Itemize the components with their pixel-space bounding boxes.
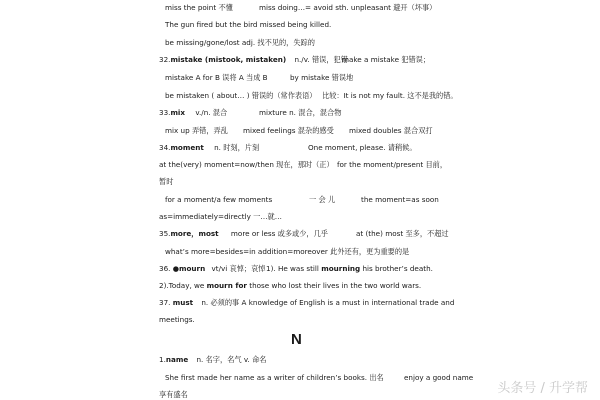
entry-definition: more or less 或多或少，几乎 bbox=[230, 229, 328, 238]
entry-heading-35 bbox=[159, 229, 328, 239]
example-line: enjoy a good name bbox=[404, 373, 474, 382]
entry-line: mistake A for B 误将 A 当成 B bbox=[165, 73, 268, 82]
example-text: 1). He was still bbox=[266, 264, 319, 273]
entry-line: mix up 弄错，弄乱 bbox=[165, 126, 228, 135]
example-text: 2).Today, we bbox=[159, 281, 205, 290]
entry-heading-32 bbox=[159, 55, 348, 65]
entry-definition: n./v. 错误，犯错 bbox=[294, 55, 348, 64]
entry-heading-33 bbox=[159, 108, 227, 118]
entry-headword: mistake (mistook, mistaken) bbox=[170, 55, 287, 64]
entry-headword: mix bbox=[170, 108, 186, 117]
entry-number: 1. bbox=[159, 355, 166, 364]
entry-definition: n. 必须的事 A knowledge of English is a must in international trade and bbox=[201, 298, 455, 307]
watermark: 头条号 / 升学帮 bbox=[497, 381, 588, 396]
example-keyword: mourning bbox=[321, 264, 361, 273]
entry-line: One moment, please. 请稍候。 bbox=[308, 143, 417, 152]
entry-line: mixed doubles 混合双打 bbox=[349, 126, 433, 135]
entry-definition: vt/vi 哀悼；哀悼 bbox=[211, 264, 266, 273]
entry-definition: v./n. 混合 bbox=[195, 108, 228, 117]
entry-line: make a mistake 犯错误； bbox=[342, 55, 431, 64]
entry-headword: must bbox=[172, 298, 194, 307]
entry-headword: ●mourn bbox=[172, 264, 206, 273]
entry-line: 比较：It is not my fault. 这不是我的错。 bbox=[322, 91, 458, 100]
entry-heading-n1 bbox=[159, 355, 267, 365]
entry-number: 35. bbox=[159, 229, 171, 238]
entry-headword: more，most bbox=[170, 229, 219, 238]
entry-line: as=immediately=directly 一…就… bbox=[159, 212, 282, 221]
entry-line: 一 会 儿 bbox=[309, 195, 336, 204]
entry-number: 36. bbox=[159, 264, 171, 273]
entry-line: miss doing…= avoid sth. unpleasant 避开（坏事） bbox=[259, 3, 437, 12]
example-line: She first made her name as a writer of children’s books. 出名 bbox=[165, 373, 384, 382]
entry-line: miss the point 不懂 bbox=[165, 3, 233, 12]
entry-line: for the moment/present 目前， bbox=[337, 160, 448, 169]
entry-number: 33. bbox=[159, 108, 171, 117]
entry-line: what’s more=besides=in addition=moreover 此外还有，更为重要的是 bbox=[165, 247, 410, 256]
example-text: his brother’s death. bbox=[362, 264, 433, 273]
entry-headword: moment bbox=[170, 143, 204, 152]
entry-line: 暂时 bbox=[159, 177, 174, 186]
entry-line: be missing/gone/lost adj. 找不见的，失踪的 bbox=[165, 38, 315, 47]
entry-line: 享有盛名 bbox=[159, 390, 188, 399]
example-line: The gun fired but the bird missed being killed. bbox=[165, 20, 332, 29]
example-line bbox=[266, 264, 433, 274]
entry-line: be mistaken ( about… ) 错误的（常作表语） bbox=[165, 91, 317, 100]
entry-line: mixture n. 混合，混合物 bbox=[259, 108, 342, 117]
entry-line: meetings. bbox=[159, 315, 195, 324]
entry-line: the moment=as soon bbox=[361, 195, 439, 204]
entry-number: 32. bbox=[159, 55, 171, 64]
entry-line: by mistake 错误地 bbox=[290, 73, 354, 82]
example-keyword: mourn for bbox=[206, 281, 247, 290]
example-text: those who lost their lives in the two world wars. bbox=[249, 281, 422, 290]
entry-heading-36 bbox=[159, 264, 265, 274]
entry-line: at (the) most 至多，不超过 bbox=[356, 229, 449, 238]
entry-number: 34. bbox=[159, 143, 171, 152]
entry-headword: name bbox=[165, 355, 189, 364]
entry-line: mixed feelings 混杂的感受 bbox=[243, 126, 334, 135]
entry-heading-34 bbox=[159, 143, 259, 153]
entry-line: at the(very) moment=now/then 现在，那时（正） bbox=[159, 160, 334, 169]
entry-heading-37 bbox=[159, 298, 454, 308]
entry-line: for a moment/a few moments bbox=[165, 195, 273, 204]
entry-definition: n. 名字，名气 v. 命名 bbox=[196, 355, 267, 364]
example-line bbox=[159, 281, 421, 291]
entry-number: 37. bbox=[159, 298, 171, 307]
section-heading: N bbox=[291, 331, 302, 348]
entry-definition: n. 时刻，片刻 bbox=[214, 143, 260, 152]
